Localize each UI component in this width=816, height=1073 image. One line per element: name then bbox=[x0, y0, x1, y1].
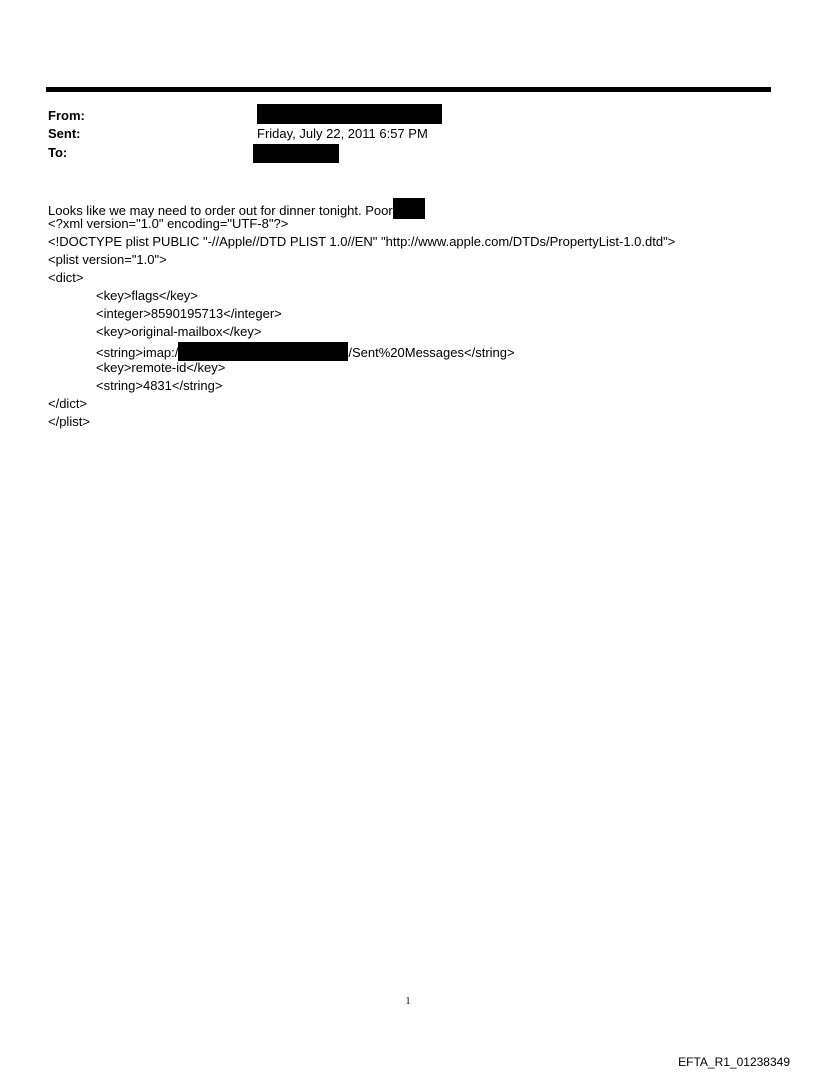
body-line-2: <?xml version="1.0" encoding="UTF-8"?> bbox=[48, 216, 289, 231]
body-line-9 bbox=[96, 342, 515, 361]
body-line-12: </dict> bbox=[48, 396, 88, 411]
name-redaction bbox=[393, 198, 425, 219]
from-redaction bbox=[257, 104, 442, 124]
from-label: From: bbox=[48, 108, 85, 123]
body-line-5: <dict> bbox=[48, 270, 84, 285]
mailbox-redaction bbox=[178, 342, 348, 361]
body-line-6: <key>flags</key> bbox=[96, 288, 198, 303]
body-line-13: </plist> bbox=[48, 414, 90, 429]
sent-label: Sent: bbox=[48, 126, 81, 141]
body-text-9-prefix: <string>imap:/ bbox=[96, 345, 179, 360]
body-line-7: <integer>8590195713</integer> bbox=[96, 306, 282, 321]
to-label: To: bbox=[48, 145, 68, 160]
to-redaction bbox=[253, 144, 339, 163]
header-rule bbox=[46, 87, 771, 92]
bates-number: EFTA_R1_01238349 bbox=[678, 1055, 790, 1069]
body-line-4: <plist version="1.0"> bbox=[48, 252, 167, 267]
body-text-9-suffix: /Sent%20Messages</string> bbox=[348, 345, 515, 360]
body-line-8: <key>original-mailbox</key> bbox=[96, 324, 262, 339]
body-line-11: <string>4831</string> bbox=[96, 378, 223, 393]
body-line-10: <key>remote-id</key> bbox=[96, 360, 226, 375]
sent-value: Friday, July 22, 2011 6:57 PM bbox=[257, 126, 428, 141]
page-number: 1 bbox=[405, 996, 411, 1007]
body-line-3: <!DOCTYPE plist PUBLIC "-//Apple//DTD PLIST 1.0//EN" "http://www.apple.com/DTDs/PropertyList-1.0.dtd"> bbox=[48, 234, 676, 249]
body-text-1: Looks like we may need to order out for dinner tonight. Poor bbox=[48, 203, 393, 218]
